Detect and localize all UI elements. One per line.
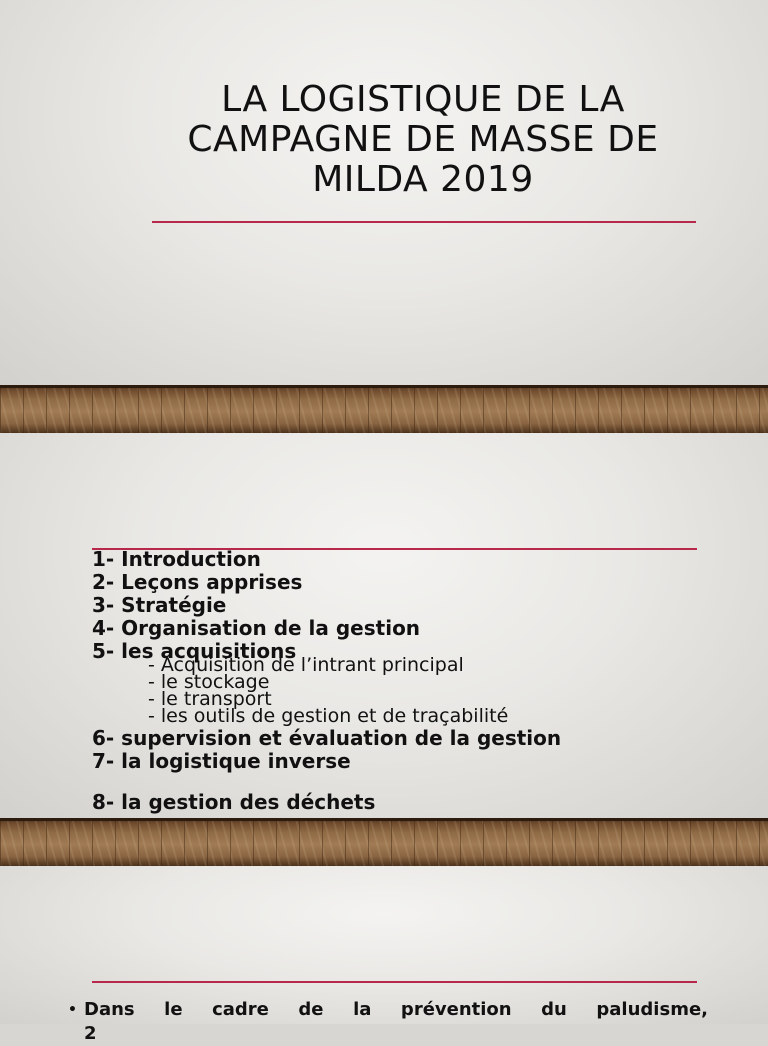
bullet-paragraph (68, 998, 708, 1046)
table-of-contents (92, 548, 732, 814)
toc-gap (92, 773, 732, 791)
toc-item: 8- la gestion des déchets (92, 790, 376, 814)
toc-item: 1- Introduction (92, 547, 261, 571)
section-rule (92, 981, 697, 983)
toc-item: 4- Organisation de la gestion (92, 616, 421, 640)
toc-item: 6- supervision et évaluation de la gestion (92, 726, 562, 750)
toc-item: 5- les acquisitions (92, 639, 297, 663)
toc-item: 3- Stratégie (92, 593, 227, 617)
bullet-dot-icon: • (68, 1002, 77, 1018)
toc-subitem: - le transport (148, 688, 272, 710)
slide-title: LA LOGISTIQUE DE LA CAMPAGNE DE MASSE DE MILDA 2019 (187, 79, 659, 200)
toc-subitem: - Acquisition de l’intrant principal (148, 654, 464, 676)
slide-1 (0, 0, 768, 385)
wood-floor-band (0, 385, 768, 433)
wood-floor-band (0, 818, 768, 866)
toc-item: 2- Leçons apprises (92, 570, 303, 594)
toc-item: 7- la logistique inverse (92, 749, 351, 773)
title-underline (152, 221, 696, 223)
toc-subitem: - les outils de gestion et de traçabilité (148, 705, 509, 727)
bullet-text: Dans le cadre de la prévention du paludisme, 2 (84, 999, 708, 1044)
toc-subitem: - le stockage (148, 671, 270, 693)
